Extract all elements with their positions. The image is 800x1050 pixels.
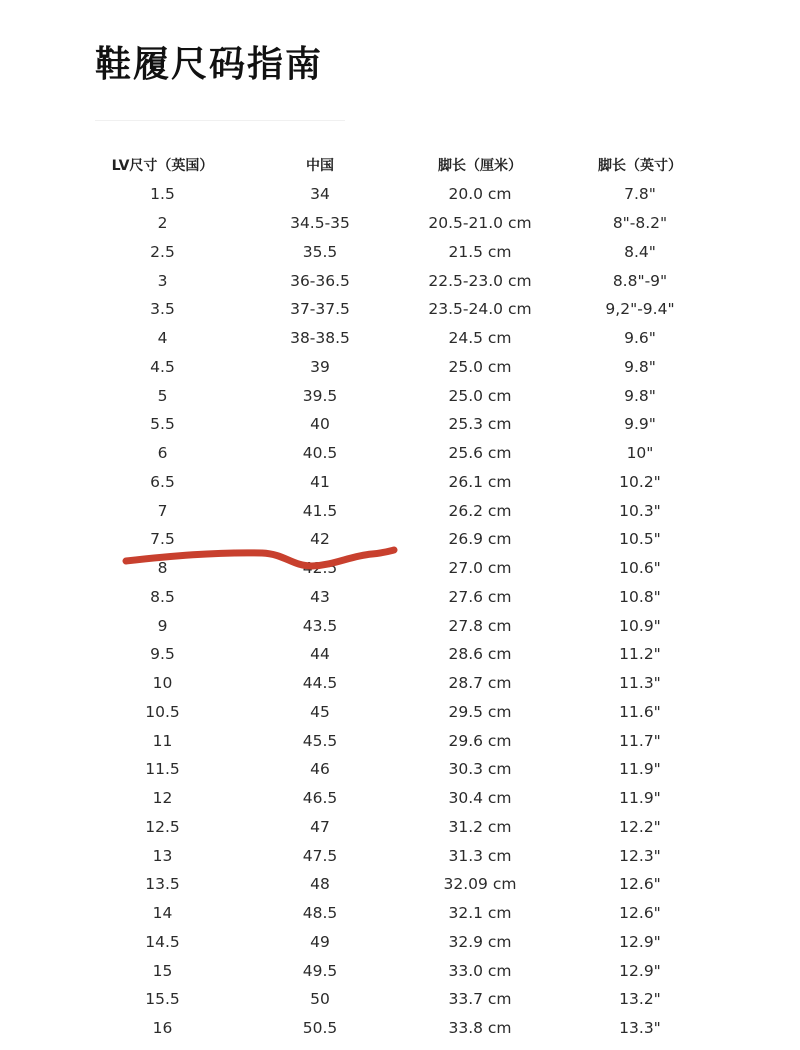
uk-size-cell: 7 — [157, 501, 168, 520]
table-row — [0, 928, 800, 957]
foot-length-inch-cell: 10.9" — [619, 616, 661, 635]
table-row — [0, 698, 800, 727]
column-header-foot-length-inch: 脚长（英寸） — [598, 158, 682, 174]
table-row — [0, 554, 800, 583]
china-size-cell: 47.5 — [302, 846, 338, 865]
foot-length-cm-cell: 30.3 cm — [448, 760, 512, 779]
foot-length-cm-cell: 25.0 cm — [448, 357, 512, 376]
foot-length-cm-cell: 28.6 cm — [448, 645, 512, 664]
china-size-cell: 43 — [310, 587, 330, 606]
table-row — [0, 669, 800, 698]
china-size-cell: 42.5 — [302, 559, 338, 578]
table-row — [0, 583, 800, 612]
table-row — [0, 985, 800, 1014]
uk-size-cell: 3 — [157, 271, 168, 290]
china-size-cell: 34 — [310, 185, 330, 204]
china-size-cell: 35.5 — [302, 242, 338, 261]
column-header-china-size: 中国 — [306, 158, 334, 174]
foot-length-inch-cell: 10.3" — [619, 501, 661, 520]
foot-length-cm-cell: 33.0 cm — [448, 961, 512, 980]
title-divider — [95, 120, 345, 121]
foot-length-cm-cell: 30.4 cm — [448, 789, 512, 808]
table-row — [0, 870, 800, 899]
uk-size-cell: 4 — [157, 329, 168, 348]
foot-length-inch-cell: 9.8" — [624, 386, 656, 405]
china-size-cell: 43.5 — [302, 616, 338, 635]
uk-size-cell: 8.5 — [150, 587, 175, 606]
table-row — [0, 238, 800, 267]
foot-length-inch-cell: 9.8" — [624, 357, 656, 376]
uk-size-cell: 5.5 — [150, 415, 175, 434]
foot-length-cm-cell: 25.3 cm — [448, 415, 512, 434]
page-title: 鞋履尺码指南 — [95, 44, 324, 85]
china-size-cell: 45.5 — [302, 731, 338, 750]
foot-length-inch-cell: 8.4" — [624, 242, 656, 261]
china-size-cell: 39 — [310, 357, 330, 376]
foot-length-cm-cell: 22.5-23.0 cm — [428, 271, 532, 290]
china-size-cell: 44.5 — [302, 674, 338, 693]
table-row — [0, 496, 800, 525]
uk-size-cell: 15.5 — [145, 990, 180, 1009]
table-row — [0, 899, 800, 928]
foot-length-cm-cell: 28.7 cm — [448, 674, 512, 693]
china-size-cell: 48.5 — [302, 904, 338, 923]
foot-length-cm-cell: 27.8 cm — [448, 616, 512, 635]
foot-length-inch-cell: 12.3" — [619, 846, 661, 865]
uk-size-cell: 12 — [152, 789, 173, 808]
foot-length-cm-cell: 29.5 cm — [448, 702, 512, 721]
foot-length-inch-cell: 12.6" — [619, 904, 661, 923]
foot-length-cm-cell: 32.1 cm — [448, 904, 512, 923]
table-row — [0, 841, 800, 870]
foot-length-cm-cell: 33.8 cm — [448, 1019, 512, 1038]
foot-length-inch-cell: 12.2" — [619, 817, 661, 836]
foot-length-cm-cell: 31.2 cm — [448, 817, 512, 836]
foot-length-cm-cell: 32.09 cm — [443, 875, 517, 894]
table-row — [0, 381, 800, 410]
foot-length-cm-cell: 32.9 cm — [448, 932, 512, 951]
uk-size-cell: 6 — [157, 444, 168, 463]
uk-size-cell: 9 — [157, 616, 168, 635]
table-row — [0, 784, 800, 813]
table-row — [0, 525, 800, 554]
table-row — [0, 295, 800, 324]
column-header-uk-size: LV尺寸（英国） — [111, 158, 214, 174]
uk-size-cell: 15 — [152, 961, 173, 980]
table-row — [0, 209, 800, 238]
uk-size-cell: 10.5 — [145, 702, 180, 721]
foot-length-inch-cell: 7.8" — [624, 185, 656, 204]
foot-length-inch-cell: 11.6" — [619, 702, 661, 721]
china-size-cell: 45 — [310, 702, 330, 721]
table-row — [0, 180, 800, 209]
uk-size-cell: 14 — [152, 904, 173, 923]
china-size-cell: 44 — [310, 645, 330, 664]
uk-size-cell: 5 — [157, 386, 168, 405]
china-size-cell: 41 — [310, 472, 330, 491]
uk-size-cell: 7.5 — [150, 530, 175, 549]
table-row — [0, 611, 800, 640]
uk-size-cell: 3.5 — [150, 300, 175, 319]
uk-size-cell: 10 — [152, 674, 173, 693]
china-size-cell: 49.5 — [302, 961, 338, 980]
foot-length-inch-cell: 11.2" — [619, 645, 661, 664]
china-size-cell: 46 — [310, 760, 330, 779]
table-header-row — [0, 150, 800, 180]
china-size-cell: 34.5-35 — [290, 214, 350, 233]
foot-length-inch-cell: 10.8" — [619, 587, 661, 606]
foot-length-inch-cell: 8.8"-9" — [612, 271, 668, 290]
uk-size-cell: 11 — [152, 731, 173, 750]
uk-size-cell: 8 — [157, 559, 168, 578]
china-size-cell: 40.5 — [302, 444, 338, 463]
size-guide-table — [0, 150, 800, 1043]
uk-size-cell: 9.5 — [150, 645, 175, 664]
foot-length-cm-cell: 25.6 cm — [448, 444, 512, 463]
foot-length-inch-cell: 11.7" — [619, 731, 661, 750]
foot-length-cm-cell: 23.5-24.0 cm — [428, 300, 532, 319]
china-size-cell: 42 — [310, 530, 330, 549]
foot-length-inch-cell: 9.6" — [624, 329, 656, 348]
foot-length-inch-cell: 9.9" — [624, 415, 656, 434]
uk-size-cell: 2.5 — [150, 242, 175, 261]
foot-length-cm-cell: 33.7 cm — [448, 990, 512, 1009]
china-size-cell: 37-37.5 — [290, 300, 350, 319]
table-row — [0, 468, 800, 497]
china-size-cell: 46.5 — [302, 789, 338, 808]
foot-length-cm-cell: 26.2 cm — [448, 501, 512, 520]
foot-length-cm-cell: 20.5-21.0 cm — [428, 214, 532, 233]
foot-length-inch-cell: 13.3" — [619, 1019, 661, 1038]
china-size-cell: 50 — [310, 990, 330, 1009]
foot-length-inch-cell: 10" — [626, 444, 654, 463]
china-size-cell: 48 — [310, 875, 330, 894]
china-size-cell: 47 — [310, 817, 330, 836]
size-table-body — [0, 180, 800, 1043]
table-row — [0, 813, 800, 842]
foot-length-cm-cell: 27.6 cm — [448, 587, 512, 606]
uk-size-cell: 13 — [152, 846, 173, 865]
uk-size-cell: 11.5 — [145, 760, 180, 779]
table-row — [0, 726, 800, 755]
china-size-cell: 36-36.5 — [290, 271, 350, 290]
uk-size-cell: 16 — [152, 1019, 173, 1038]
foot-length-inch-cell: 13.2" — [619, 990, 661, 1009]
table-row — [0, 324, 800, 353]
uk-size-cell: 13.5 — [145, 875, 180, 894]
table-row — [0, 956, 800, 985]
foot-length-inch-cell: 11.9" — [619, 789, 661, 808]
foot-length-inch-cell: 8"-8.2" — [612, 214, 668, 233]
china-size-cell: 49 — [310, 932, 330, 951]
foot-length-inch-cell: 11.9" — [619, 760, 661, 779]
foot-length-cm-cell: 24.5 cm — [448, 329, 512, 348]
foot-length-inch-cell: 12.9" — [619, 961, 661, 980]
foot-length-inch-cell: 10.2" — [619, 472, 661, 491]
uk-size-cell: 1.5 — [150, 185, 175, 204]
table-row — [0, 640, 800, 669]
uk-size-cell: 2 — [157, 214, 168, 233]
foot-length-inch-cell: 10.5" — [619, 530, 661, 549]
foot-length-inch-cell: 9,2"-9.4" — [605, 300, 675, 319]
foot-length-cm-cell: 20.0 cm — [448, 185, 512, 204]
table-row — [0, 266, 800, 295]
table-row — [0, 410, 800, 439]
china-size-cell: 40 — [310, 415, 330, 434]
foot-length-cm-cell: 27.0 cm — [448, 559, 512, 578]
table-row — [0, 1014, 800, 1043]
foot-length-inch-cell: 11.3" — [619, 674, 661, 693]
china-size-cell: 39.5 — [302, 386, 338, 405]
foot-length-cm-cell: 26.9 cm — [448, 530, 512, 549]
foot-length-inch-cell: 10.6" — [619, 559, 661, 578]
column-header-foot-length-cm: 脚长（厘米） — [438, 158, 522, 174]
foot-length-cm-cell: 31.3 cm — [448, 846, 512, 865]
foot-length-inch-cell: 12.6" — [619, 875, 661, 894]
table-row — [0, 439, 800, 468]
uk-size-cell: 4.5 — [150, 357, 175, 376]
uk-size-cell: 6.5 — [150, 472, 175, 491]
foot-length-cm-cell: 29.6 cm — [448, 731, 512, 750]
china-size-cell: 38-38.5 — [290, 329, 350, 348]
china-size-cell: 50.5 — [302, 1019, 338, 1038]
foot-length-cm-cell: 21.5 cm — [448, 242, 512, 261]
uk-size-cell: 14.5 — [145, 932, 180, 951]
foot-length-cm-cell: 25.0 cm — [448, 386, 512, 405]
table-row — [0, 755, 800, 784]
china-size-cell: 41.5 — [302, 501, 338, 520]
foot-length-inch-cell: 12.9" — [619, 932, 661, 951]
foot-length-cm-cell: 26.1 cm — [448, 472, 512, 491]
uk-size-cell: 12.5 — [145, 817, 180, 836]
table-row — [0, 353, 800, 382]
